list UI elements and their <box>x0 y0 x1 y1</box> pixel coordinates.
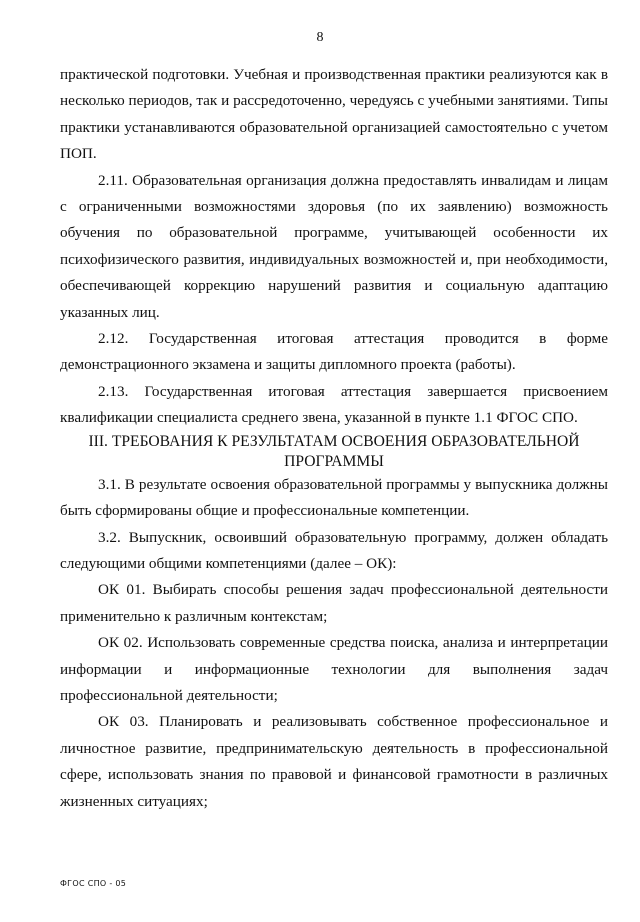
competency-ok-03: ОК 03. Планировать и реализовывать собственное профессиональное и личностное развитие, предпринимательскую деятельность в профессиональной сфере, использовать знания по правовой и финансовой грамотности в различных жизненных ситуациях; <box>60 713 608 810</box>
paragraph-practice-continuation: практической подготовки. Учебная и производственная практики реализуются как в несколько периодов, так и рассредоточенно, чередуясь с учебными занятиями. Типы практики устанавливаются образовательной организацией самостоятельно с учетом ПОП. <box>60 66 608 163</box>
paragraph-3-1: 3.1. В результате освоения образовательной программы у выпускника должны быть сформированы общие и профессиональные компетенции. <box>60 475 608 520</box>
competency-ok-01: ОК 01. Выбирать способы решения задач профессиональной деятельности применительно к различным контекстам; <box>60 581 608 625</box>
document-body <box>60 62 608 815</box>
paragraph-3-2: 3.2. Выпускник, освоивший образовательную программу, должен обладать следующими общими компетенциями (далее – ОК): <box>60 528 608 572</box>
footer-label: ФГОС СПО - 05 <box>60 879 127 888</box>
paragraph-2-13: 2.13. Государственная итоговая аттестация завершается присвоением квалификации специалиста среднего звена, указанной в пункте 1.1 ФГОС СПО. <box>60 382 608 427</box>
competency-ok-02: ОК 02. Использовать современные средства поиска, анализа и интерпретации информации и информационные технологии для выполнения задач профессиональной деятельности; <box>60 634 608 704</box>
paragraph-2-12: 2.12. Государственная итоговая аттестация проводится в форме демонстрационного экзамена и защиты дипломного проекта (работы). <box>60 330 608 374</box>
section-heading: III. ТРЕБОВАНИЯ К РЕЗУЛЬТАТАМ ОСВОЕНИЯ ОБРАЗОВАТЕЛЬНОЙ ПРОГРАММЫ <box>88 432 580 470</box>
paragraph-2-11: 2.11. Образовательная организация должна предоставлять инвалидам и лицам с ограниченными возможностями здоровья (по их заявлению) возможность обучения по образовательной программе, учитывающей особенности их психофизического развития, индивидуальных возможностей и, при необходимости, обеспечивающей коррекцию нарушений развития и социальную адаптацию указанных лиц. <box>60 171 608 321</box>
page-number: 8 <box>316 30 324 45</box>
